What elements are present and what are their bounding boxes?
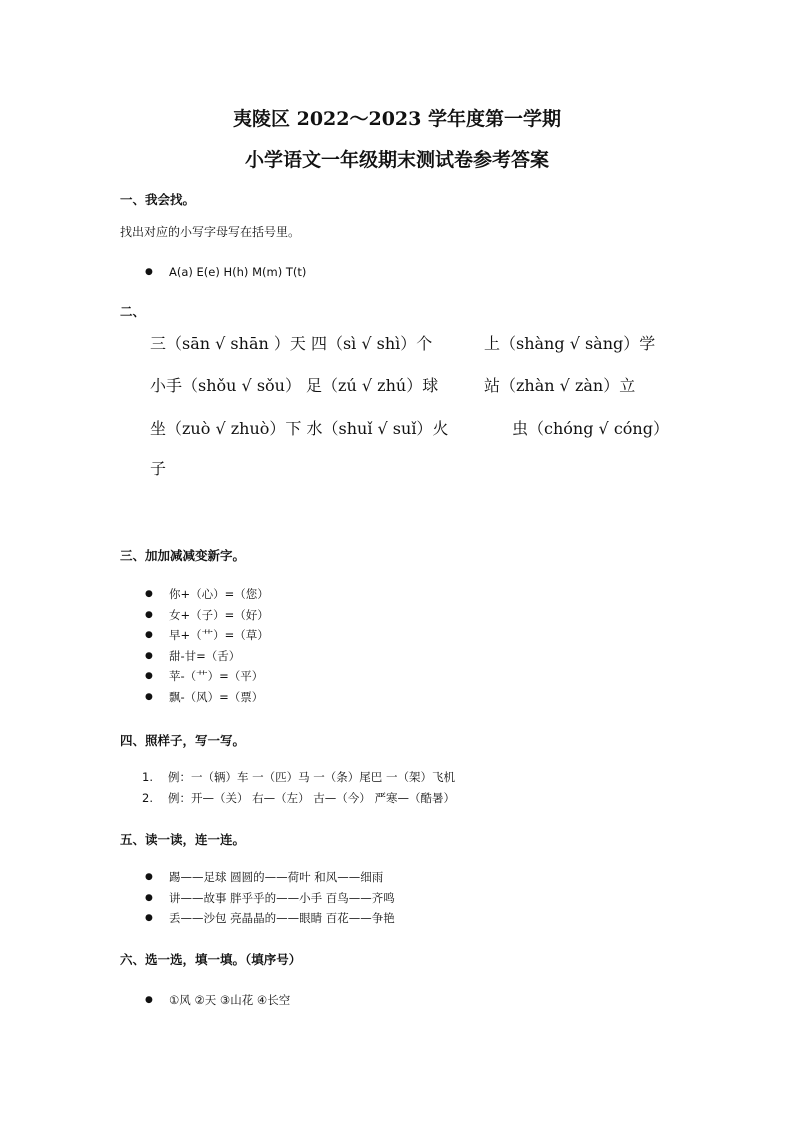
bullet-icon: ● [145, 892, 153, 903]
list-item: ● 苹-（艹）=（平） [145, 666, 269, 687]
list-item: ● 讲——故事 胖乎乎的——小手 百鸟——齐鸣 [145, 888, 395, 909]
document-title-line1: 夷陵区 2022～2023 学年度第一学期 [233, 108, 561, 130]
bullet-icon: ● [145, 609, 153, 620]
section3-answer-list [145, 584, 269, 707]
bullet-icon: ● [145, 650, 153, 661]
bullet-icon: ● [145, 691, 153, 702]
list-item: 2. 例：开—（关） 右—（左） 古—（今） 严寒—（酷暑） [142, 791, 455, 805]
bullet-icon: ● [145, 995, 153, 1005]
pinyin-row3-right: 虫（chóng √ cóng） [512, 419, 669, 438]
list-item: 1. 例：一（辆）车 一（匹）马 一（条）尾巴 一（架）飞机 [142, 770, 455, 784]
section4-heading: 四、照样子，写一写。 [120, 733, 246, 748]
section6-answer-list [145, 990, 290, 1011]
bullet-icon: ● [145, 630, 153, 640]
section1-instruction: 找出对应的小写字母写在括号里。 [120, 225, 301, 239]
list-item: ● 飘-（风）=（票） [145, 687, 269, 708]
section4-answer-list [142, 767, 455, 809]
list-item: ● 踢——足球 圆圆的——荷叶 和风——细雨 [145, 867, 395, 888]
pinyin-row1-right: 上（shàng √ sàng）学 [484, 334, 656, 353]
list-item: ● 甜-甘=（舌） [145, 646, 269, 667]
section2-heading: 二、 [120, 304, 146, 319]
bullet-icon: ● [145, 913, 153, 923]
pinyin-row2-right: 站（zhàn √ zàn）立 [484, 376, 636, 395]
bullet-icon: ● [145, 671, 153, 681]
bullet-icon: ● [145, 872, 153, 882]
bullet-icon: ● [145, 267, 153, 277]
list-item: ● A(a) E(e) H(h) M(m) T(t) [145, 262, 306, 283]
section5-answer-list [145, 867, 395, 929]
list-item: ● 你+（心）=（您） [145, 584, 269, 605]
bullet-icon: ● [145, 589, 153, 599]
pinyin-row3-left: 坐（zuò √ zhuò）下 水（shuǐ √ suǐ）火 [150, 419, 449, 438]
section6-heading: 六、选一选，填一填。（填序号） [120, 952, 302, 967]
list-item: ● 女+（子）=（好） [145, 605, 269, 626]
list-item: ● ①风 ②天 ③山花 ④长空 [145, 990, 290, 1011]
pinyin-row4-left: 子 [150, 459, 167, 478]
section1-answer-list [145, 262, 306, 283]
section5-heading: 五、读一读，连一连。 [120, 832, 246, 847]
document-title-line2: 小学语文一年级期末测试卷参考答案 [244, 149, 549, 171]
list-item: ● 丢——沙包 亮晶晶的——眼睛 百花——争艳 [145, 908, 395, 929]
section3-heading: 三、加加减减变新字。 [120, 548, 246, 563]
pinyin-row1-left: 三（sān √ shān ）天 四（sì √ shì）个 [150, 334, 433, 353]
section1-heading: 一、我会找。 [120, 192, 196, 207]
list-item: ● 早+（艹）=（草） [145, 625, 269, 646]
pinyin-row2-left: 小手（shǒu √ sǒu） 足（zú √ zhú）球 [150, 376, 439, 395]
